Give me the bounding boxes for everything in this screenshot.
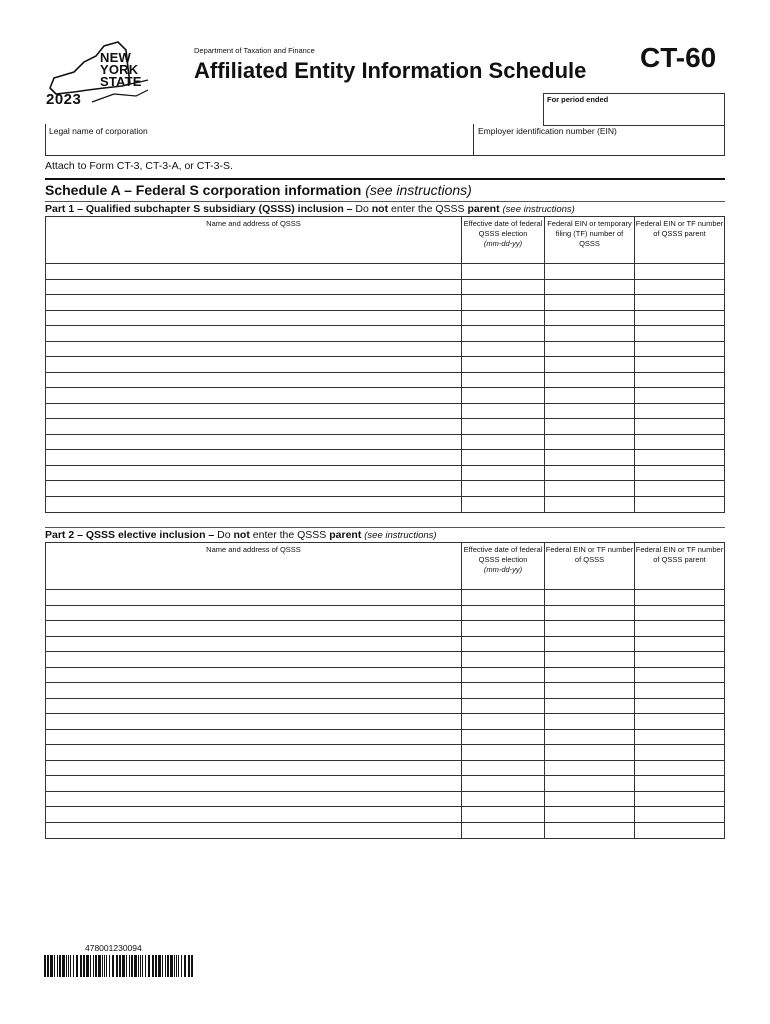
barcode-bar [142, 955, 143, 977]
barcode-bar [152, 955, 154, 977]
barcode-bar [90, 955, 91, 977]
col-name-address: Name and address of QSSS [206, 545, 301, 554]
part2-name-address-input[interactable] [46, 590, 461, 605]
part2-name-address-input[interactable] [46, 745, 461, 760]
part1-table-body [46, 264, 724, 512]
part1-name-address-input[interactable] [46, 326, 461, 341]
part1-name-address-input[interactable] [46, 264, 461, 279]
part2-name-address-input[interactable] [46, 761, 461, 776]
part2-qsss-ein-input[interactable] [544, 590, 634, 605]
part1-qsss-ein-input[interactable] [544, 264, 634, 279]
part1-name-address-input[interactable] [46, 435, 461, 450]
col-parent-ein: Federal EIN or TF number of QSSS parent [634, 217, 724, 263]
barcode-bar [145, 955, 146, 977]
part2-table-row [46, 683, 724, 699]
part2-title-parent: parent [329, 529, 362, 541]
barcode-bar [62, 955, 65, 977]
part2-name-address-input[interactable] [46, 699, 461, 714]
part2-title-mid2: enter the QSSS [249, 529, 330, 541]
part2-table-row [46, 668, 724, 684]
part1-table-row [46, 311, 724, 327]
barcode-bar [102, 955, 103, 977]
part1-table-row [46, 466, 724, 482]
barcode-bar [138, 955, 139, 977]
logo-wordmark [100, 52, 142, 88]
part1-parent-ein-input[interactable] [634, 497, 724, 513]
part1-qsss-ein-input[interactable] [544, 388, 634, 403]
schedule-a-note: (see instructions) [365, 182, 472, 198]
schedule-a-title [45, 182, 472, 198]
part2-parent-ein-input[interactable] [634, 823, 724, 839]
part1-table-row [46, 295, 724, 311]
part1-qsss-ein-input[interactable] [544, 419, 634, 434]
part1-table-row [46, 497, 724, 513]
part1-qsss-ein-input[interactable] [544, 295, 634, 310]
part1-table-row [46, 404, 724, 420]
part2-qsss-ein-input[interactable] [544, 823, 634, 839]
barcode-bar [116, 955, 118, 977]
part2-name-address-input[interactable] [46, 621, 461, 636]
part2-qsss-ein-input[interactable] [544, 807, 634, 822]
part1-parent-ein-input[interactable] [634, 326, 724, 341]
part2-name-address-input[interactable] [46, 730, 461, 745]
col-qsss-ein: Federal EIN or temporary filing (TF) number of QSSS [544, 217, 634, 263]
barcode [44, 955, 194, 977]
barcode-bar [176, 955, 177, 977]
part1-name-address-input[interactable] [46, 466, 461, 481]
barcode-bar [44, 955, 46, 977]
part1-effective-date-input[interactable] [461, 342, 544, 357]
barcode-bar [140, 955, 141, 977]
part2-table-row [46, 714, 724, 730]
section-divider [45, 178, 725, 180]
part2-effective-date-input[interactable] [461, 807, 544, 822]
part2-effective-date-input[interactable] [461, 823, 544, 839]
legal-name-field[interactable] [45, 124, 725, 156]
period-ended-field[interactable] [543, 93, 725, 126]
part2-table-row [46, 761, 724, 777]
part1-name-address-input[interactable] [46, 497, 461, 513]
part2-effective-date-input[interactable] [461, 745, 544, 760]
part2-effective-date-input[interactable] [461, 606, 544, 621]
part1-name-address-input[interactable] [46, 357, 461, 372]
barcode-bar [93, 955, 94, 977]
period-ended-label: For period ended [547, 95, 609, 104]
part2-qsss-ein-input[interactable] [544, 745, 634, 760]
part2-effective-date-input[interactable] [461, 699, 544, 714]
part1-name-address-input[interactable] [46, 342, 461, 357]
part1-qsss-ein-input[interactable] [544, 404, 634, 419]
part2-qsss-ein-input[interactable] [544, 699, 634, 714]
part1-qsss-ein-input[interactable] [544, 481, 634, 496]
part2-parent-ein-input[interactable] [634, 668, 724, 683]
part2-table-row [46, 590, 724, 606]
part1-parent-ein-input[interactable] [634, 280, 724, 295]
part1-qsss-ein-input[interactable] [544, 466, 634, 481]
part2-table [45, 542, 725, 839]
col-effective-date [461, 543, 544, 589]
part1-table-row [46, 435, 724, 451]
part2-effective-date-input[interactable] [461, 792, 544, 807]
part1-effective-date-input[interactable] [461, 435, 544, 450]
col-name-address: Name and address of QSSS [206, 219, 301, 228]
ein-label: Employer identification number (EIN) [478, 126, 617, 136]
part1-name-address-input[interactable] [46, 404, 461, 419]
part2-name-address-input[interactable] [46, 668, 461, 683]
part2-title-mid: Do [214, 529, 234, 541]
col-qsss-ein: Federal EIN or TF number of QSSS [544, 543, 634, 589]
part1-name-address-input[interactable] [46, 481, 461, 496]
part1-parent-ein-input[interactable] [634, 311, 724, 326]
part1-effective-date-input[interactable] [461, 295, 544, 310]
part2-effective-date-input[interactable] [461, 637, 544, 652]
part1-effective-date-input[interactable] [461, 419, 544, 434]
part1-qsss-ein-input[interactable] [544, 342, 634, 357]
part2-effective-date-input[interactable] [461, 621, 544, 636]
part2-parent-ein-input[interactable] [634, 730, 724, 745]
part2-name-address-input[interactable] [46, 714, 461, 729]
part1-qsss-ein-input[interactable] [544, 326, 634, 341]
part2-table-row [46, 807, 724, 823]
part1-effective-date-input[interactable] [461, 497, 544, 513]
part2-parent-ein-input[interactable] [634, 714, 724, 729]
part2-table-header [46, 543, 724, 590]
part1-qsss-ein-input[interactable] [544, 450, 634, 465]
barcode-bars-icon [44, 955, 194, 977]
barcode-number: 478001230094 [85, 943, 142, 953]
part2-qsss-ein-input[interactable] [544, 683, 634, 698]
part2-name-address-input[interactable] [46, 823, 461, 839]
barcode-bar [129, 955, 130, 977]
part1-title-bold: Part 1 – Qualified subchapter S subsidiary (QSSS) inclusion – [45, 203, 353, 215]
part1-table-header [46, 217, 724, 264]
part2-title-note: (see instructions) [364, 530, 437, 541]
barcode-bar [134, 955, 137, 977]
part2-title-bold: Part 2 – QSSS elective inclusion – [45, 529, 215, 541]
part2-name-address-input[interactable] [46, 807, 461, 822]
part2-effective-date-input[interactable] [461, 761, 544, 776]
barcode-bar [76, 955, 78, 977]
part1-table-row [46, 357, 724, 373]
part1-qsss-ein-input[interactable] [544, 311, 634, 326]
logo-line-state: STATE [100, 74, 142, 89]
part1-title [45, 203, 575, 215]
barcode-bar [181, 955, 182, 977]
part2-parent-ein-input[interactable] [634, 590, 724, 605]
barcode-bar [165, 955, 166, 977]
part2-qsss-ein-input[interactable] [544, 730, 634, 745]
part2-divider [45, 527, 725, 528]
part2-parent-ein-input[interactable] [634, 606, 724, 621]
barcode-bar [95, 955, 97, 977]
part1-parent-ein-input[interactable] [634, 435, 724, 450]
part2-name-address-input[interactable] [46, 792, 461, 807]
department-name: Department of Taxation and Finance [194, 46, 315, 55]
part1-parent-ein-input[interactable] [634, 295, 724, 310]
barcode-bar [167, 955, 169, 977]
part2-parent-ein-input[interactable] [634, 761, 724, 776]
logo-line-york: YORK [100, 62, 139, 77]
part1-effective-date-input[interactable] [461, 326, 544, 341]
barcode-bar [83, 955, 85, 977]
part1-effective-date-input[interactable] [461, 280, 544, 295]
part2-name-address-input[interactable] [46, 652, 461, 667]
barcode-bar [73, 955, 74, 977]
part2-title-not: not [233, 529, 250, 541]
part2-table-row [46, 621, 724, 637]
col-parent-ein: Federal EIN or TF number of QSSS parent [634, 543, 724, 589]
part1-table-row [46, 280, 724, 296]
col-effective-date [461, 217, 544, 263]
part1-effective-date-input[interactable] [461, 404, 544, 419]
part2-table-row [46, 823, 724, 839]
part1-title-mid: Do [352, 203, 372, 215]
barcode-bar [191, 955, 193, 977]
barcode-bar [57, 955, 58, 977]
part1-effective-date-input[interactable] [461, 466, 544, 481]
part1-effective-date-input[interactable] [461, 450, 544, 465]
barcode-bar [68, 955, 69, 977]
part1-name-address-input[interactable] [46, 311, 461, 326]
part1-qsss-ein-input[interactable] [544, 280, 634, 295]
barcode-bar [184, 955, 186, 977]
part1-qsss-ein-input[interactable] [544, 497, 634, 513]
part2-parent-ein-input[interactable] [634, 637, 724, 652]
col-date-format: (mm-dd-yy) [483, 565, 523, 574]
part2-qsss-ein-input[interactable] [544, 776, 634, 791]
part1-effective-date-input[interactable] [461, 373, 544, 388]
part2-table-row [46, 730, 724, 746]
part1-parent-ein-input[interactable] [634, 450, 724, 465]
barcode-bar [178, 955, 179, 977]
part1-table-row [46, 481, 724, 497]
part1-name-address-input[interactable] [46, 295, 461, 310]
part2-parent-ein-input[interactable] [634, 621, 724, 636]
col-effective-date-label: Effective date of federal QSSS election [463, 219, 543, 238]
part2-effective-date-input[interactable] [461, 730, 544, 745]
barcode-bar [106, 955, 107, 977]
barcode-bar [50, 955, 53, 977]
part1-name-address-input[interactable] [46, 280, 461, 295]
barcode-bar [158, 955, 161, 977]
part1-effective-date-input[interactable] [461, 481, 544, 496]
barcode-bar [162, 955, 163, 977]
part2-qsss-ein-input[interactable] [544, 714, 634, 729]
part1-parent-ein-input[interactable] [634, 388, 724, 403]
part2-table-row [46, 606, 724, 622]
part1-title-note: (see instructions) [502, 204, 575, 215]
part1-title-not: not [371, 203, 389, 215]
part1-parent-ein-input[interactable] [634, 404, 724, 419]
part2-qsss-ein-input[interactable] [544, 637, 634, 652]
barcode-bar [131, 955, 133, 977]
part2-name-address-input[interactable] [46, 637, 461, 652]
part2-name-address-input[interactable] [46, 776, 461, 791]
part1-effective-date-input[interactable] [461, 264, 544, 279]
ein-field[interactable] [473, 124, 725, 155]
part2-title [45, 529, 437, 541]
form-number: CT-60 [640, 42, 717, 73]
part2-table-row [46, 792, 724, 808]
part1-parent-ein-input[interactable] [634, 481, 724, 496]
barcode-bar [98, 955, 101, 977]
part1-table-row [46, 388, 724, 404]
part1-table-row [46, 264, 724, 280]
part2-table-row [46, 652, 724, 668]
part2-qsss-ein-input[interactable] [544, 761, 634, 776]
part1-parent-ein-input[interactable] [634, 373, 724, 388]
barcode-bar [86, 955, 89, 977]
part2-effective-date-input[interactable] [461, 714, 544, 729]
legal-name-label: Legal name of corporation [49, 126, 148, 136]
part2-table-row [46, 637, 724, 653]
part1-effective-date-input[interactable] [461, 357, 544, 372]
part2-name-address-input[interactable] [46, 606, 461, 621]
col-effective-date-label: Effective date of federal QSSS election [463, 545, 543, 564]
part1-name-address-input[interactable] [46, 419, 461, 434]
part1-qsss-ein-input[interactable] [544, 357, 634, 372]
col-date-format: (mm-dd-yy) [483, 239, 523, 248]
part2-table-row [46, 745, 724, 761]
barcode-bar [104, 955, 105, 977]
barcode-bar [188, 955, 190, 977]
barcode-bar [70, 955, 71, 977]
barcode-bar [109, 955, 110, 977]
part1-qsss-ein-input[interactable] [544, 435, 634, 450]
part2-effective-date-input[interactable] [461, 776, 544, 791]
part2-effective-date-input[interactable] [461, 652, 544, 667]
part1-parent-ein-input[interactable] [634, 419, 724, 434]
part1-table-row [46, 342, 724, 358]
barcode-bar [119, 955, 121, 977]
part1-name-address-input[interactable] [46, 373, 461, 388]
barcode-bar [59, 955, 61, 977]
part1-table-row [46, 419, 724, 435]
barcode-bar [80, 955, 82, 977]
part2-parent-ein-input[interactable] [634, 683, 724, 698]
part1-effective-date-input[interactable] [461, 388, 544, 403]
barcode-bar [126, 955, 127, 977]
barcode-bar [170, 955, 173, 977]
part1-title-mid2: enter the QSSS [388, 203, 468, 215]
part2-table-body [46, 590, 724, 838]
attach-note: Attach to Form CT-3, CT-3-A, or CT-3-S. [45, 160, 233, 172]
barcode-bar [47, 955, 49, 977]
part2-qsss-ein-input[interactable] [544, 606, 634, 621]
barcode-bar [122, 955, 125, 977]
part1-table [45, 216, 725, 513]
barcode-bar [54, 955, 55, 977]
part1-parent-ein-input[interactable] [634, 357, 724, 372]
part1-table-row [46, 450, 724, 466]
part2-qsss-ein-input[interactable] [544, 668, 634, 683]
barcode-bar [112, 955, 114, 977]
part2-name-address-input[interactable] [46, 683, 461, 698]
part2-qsss-ein-input[interactable] [544, 792, 634, 807]
barcode-bar [66, 955, 67, 977]
part2-table-row [46, 699, 724, 715]
part1-table-row [46, 326, 724, 342]
part2-table-row [46, 776, 724, 792]
part2-parent-ein-input[interactable] [634, 792, 724, 807]
part1-parent-ein-input[interactable] [634, 264, 724, 279]
part2-qsss-ein-input[interactable] [544, 652, 634, 667]
part1-title-parent: parent [467, 203, 500, 215]
part2-parent-ein-input[interactable] [634, 807, 724, 822]
part1-parent-ein-input[interactable] [634, 466, 724, 481]
schedule-a-title-text: Schedule A – Federal S corporation information [45, 182, 362, 198]
logo-line-new: NEW [100, 50, 131, 65]
part2-effective-date-input[interactable] [461, 683, 544, 698]
part1-table-row [46, 373, 724, 389]
form-title: Affiliated Entity Information Schedule [194, 58, 587, 83]
barcode-bar [148, 955, 150, 977]
part2-parent-ein-input[interactable] [634, 652, 724, 667]
tax-year: 2023 [46, 91, 82, 108]
part2-qsss-ein-input[interactable] [544, 621, 634, 636]
part1-effective-date-input[interactable] [461, 311, 544, 326]
part1-name-address-input[interactable] [46, 388, 461, 403]
part2-parent-ein-input[interactable] [634, 776, 724, 791]
part2-parent-ein-input[interactable] [634, 745, 724, 760]
part2-parent-ein-input[interactable] [634, 699, 724, 714]
part2-effective-date-input[interactable] [461, 590, 544, 605]
part1-name-address-input[interactable] [46, 450, 461, 465]
barcode-bar [174, 955, 175, 977]
part1-divider [45, 201, 725, 202]
barcode-bar [155, 955, 157, 977]
part1-parent-ein-input[interactable] [634, 342, 724, 357]
part2-effective-date-input[interactable] [461, 668, 544, 683]
part1-qsss-ein-input[interactable] [544, 373, 634, 388]
